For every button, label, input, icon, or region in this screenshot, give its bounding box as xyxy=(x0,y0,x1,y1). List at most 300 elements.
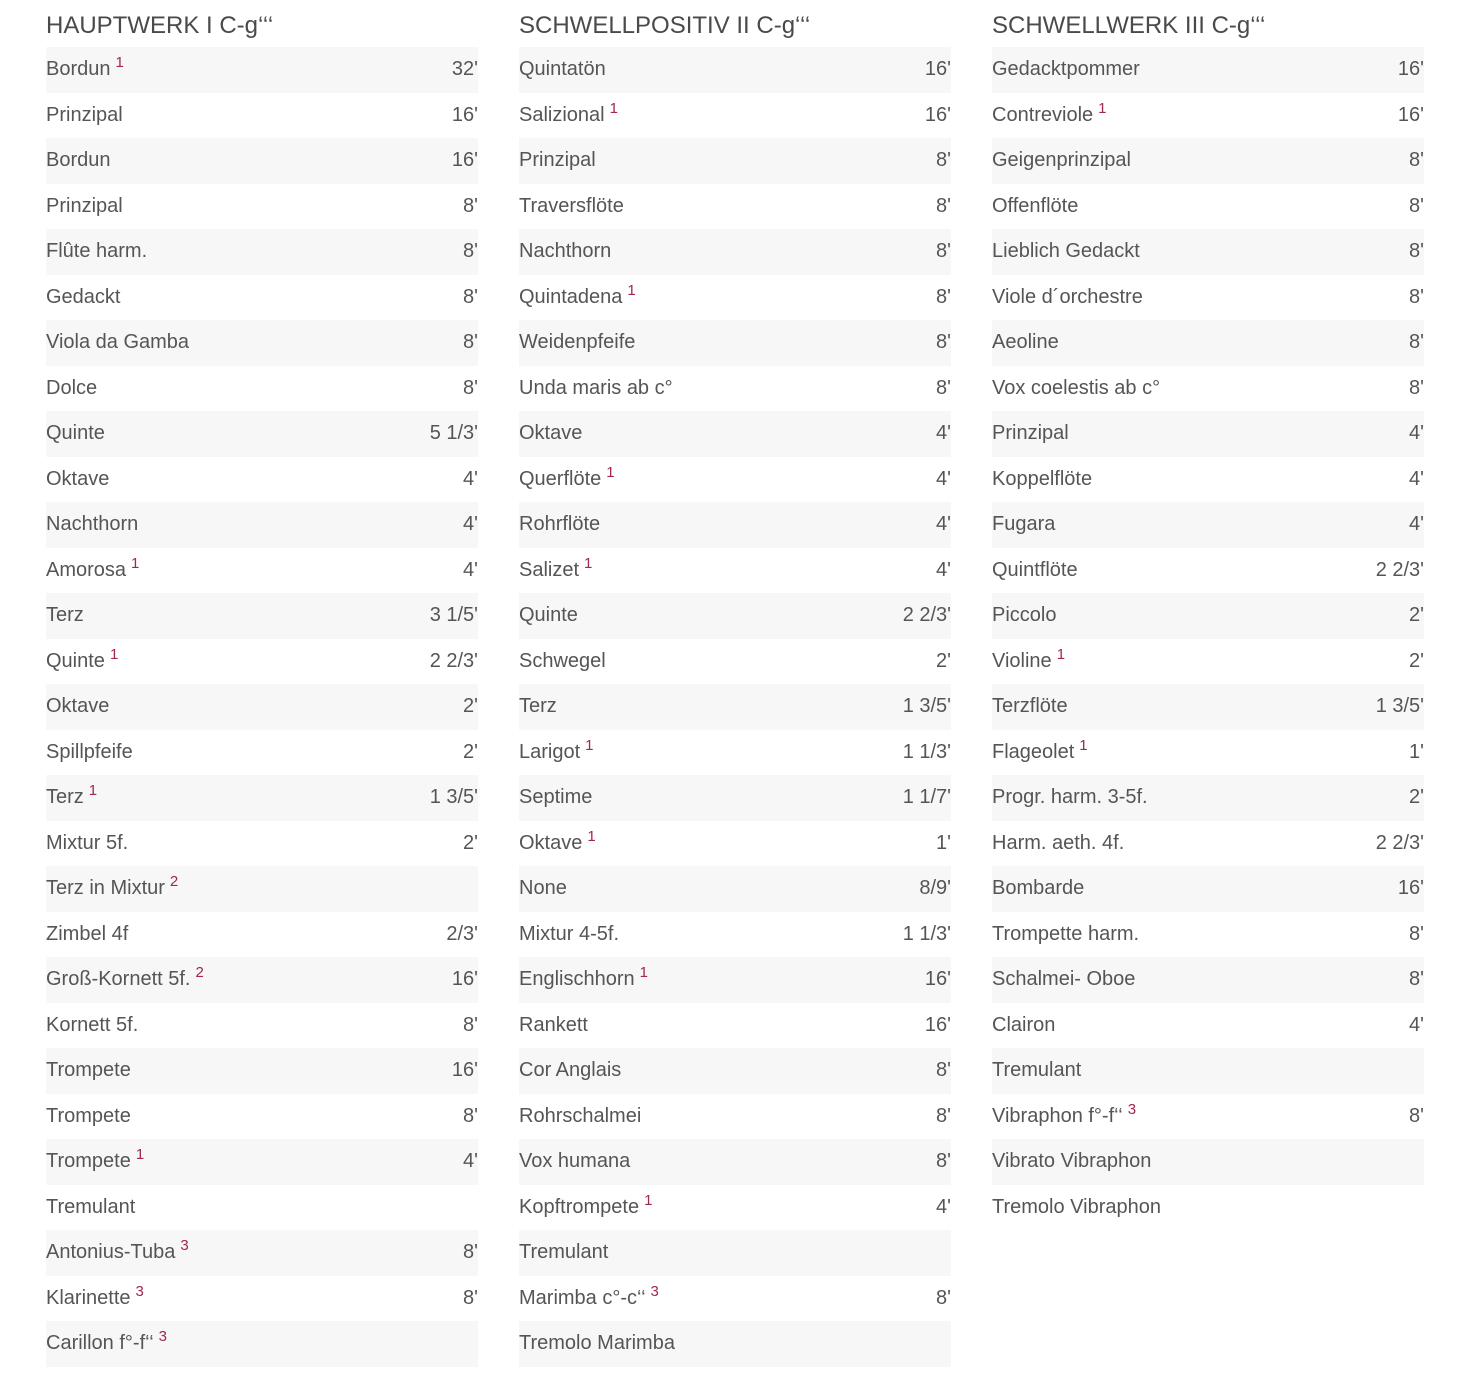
stop-name-text: Terzflöte xyxy=(992,695,1068,718)
stop-name-text: Schalmei- Oboe xyxy=(992,968,1136,991)
stop-name-text: Klarinette xyxy=(46,1286,131,1309)
stop-pitch: 8' xyxy=(463,1286,478,1309)
stop-name-text: Oktave xyxy=(46,467,110,490)
stop-name-text: Gedacktpommer xyxy=(992,58,1140,81)
stop-pitch: 4' xyxy=(463,513,478,536)
stop-pitch: 16' xyxy=(924,968,951,991)
stop-row xyxy=(992,47,1424,93)
stop-row xyxy=(46,1185,478,1231)
stop-name xyxy=(46,873,179,900)
stop-name-text: Bordun xyxy=(46,149,111,172)
stop-name-text: Oktave xyxy=(519,831,583,854)
stop-pitch: 1 1/7' xyxy=(902,786,951,809)
stop-list xyxy=(46,47,478,1367)
stop-row xyxy=(46,684,478,730)
stop-name xyxy=(519,377,673,400)
stop-row xyxy=(519,775,951,821)
stop-row xyxy=(46,93,478,139)
stop-pitch: 16' xyxy=(1397,58,1424,81)
stop-name-text: Rohrschalmei xyxy=(519,1104,642,1127)
stop-name-text: Quintadena xyxy=(519,285,623,308)
stop-name-text: Fugara xyxy=(992,513,1056,536)
stop-pitch: 1 3/5' xyxy=(902,695,951,718)
stop-row xyxy=(519,366,951,412)
stop-row xyxy=(519,957,951,1003)
stop-pitch: 8' xyxy=(1409,285,1424,308)
stop-row xyxy=(519,684,951,730)
stop-row xyxy=(46,639,478,685)
stop-name xyxy=(519,923,619,946)
stop-row xyxy=(519,1321,951,1367)
stop-row xyxy=(46,138,478,184)
stop-row xyxy=(992,93,1424,139)
stop-row xyxy=(519,912,951,958)
stop-pitch: 8/9' xyxy=(919,877,951,900)
stop-pitch: 8' xyxy=(936,149,951,172)
stop-name-text: Tremolo Vibraphon xyxy=(992,1195,1161,1218)
stop-pitch: 8' xyxy=(936,240,951,263)
stop-name xyxy=(992,786,1148,809)
stop-pitch: 16' xyxy=(924,1013,951,1036)
stop-row xyxy=(992,1048,1424,1094)
footnote-marker: 1 xyxy=(1056,645,1066,663)
stop-list xyxy=(992,47,1424,1230)
footnote-marker: 1 xyxy=(609,99,618,117)
stop-row xyxy=(46,411,478,457)
stop-name xyxy=(992,695,1068,718)
stop-name xyxy=(519,422,582,445)
stop-row xyxy=(46,775,478,821)
stop-name xyxy=(519,513,600,536)
stop-name-text: Trompete xyxy=(46,1059,131,1082)
stop-name-text: Weidenpfeife xyxy=(519,331,636,354)
stop-name-text: Salizet xyxy=(519,558,580,581)
stop-pitch: 4' xyxy=(936,1195,951,1218)
stop-name xyxy=(992,968,1135,991)
stop-pitch: 4' xyxy=(1409,422,1424,445)
stop-row xyxy=(519,639,951,685)
stop-row xyxy=(46,229,478,275)
stop-name-text: Violine xyxy=(992,649,1052,672)
stop-name xyxy=(519,695,557,718)
stop-row xyxy=(992,229,1424,275)
stop-name xyxy=(519,1150,630,1173)
stop-row xyxy=(519,320,951,366)
stop-row xyxy=(519,275,951,321)
stop-row xyxy=(519,821,951,867)
stop-row xyxy=(519,93,951,139)
stop-name xyxy=(519,1282,659,1310)
stop-name-text: Vibrato Vibraphon xyxy=(992,1150,1152,1173)
stop-name xyxy=(992,149,1131,172)
stop-pitch: 4' xyxy=(1409,467,1424,490)
stop-name xyxy=(519,331,635,354)
stop-name xyxy=(46,513,138,536)
stop-pitch: 8' xyxy=(463,285,478,308)
stop-row xyxy=(46,548,478,594)
footnote-marker: 1 xyxy=(115,54,124,72)
stop-pitch: 4' xyxy=(936,558,951,581)
stop-name xyxy=(992,923,1139,946)
stop-name xyxy=(46,1014,138,1037)
stop-name xyxy=(46,1328,167,1355)
stop-name-text: Lieblich Gedackt xyxy=(992,240,1140,263)
stop-name-text: Viole d´orchestre xyxy=(992,285,1143,308)
stop-name xyxy=(519,281,636,309)
stop-pitch: 4' xyxy=(936,467,951,490)
stop-pitch: 16' xyxy=(451,149,478,172)
stop-row xyxy=(519,866,951,912)
stop-row xyxy=(519,548,951,594)
stop-name-text: Progr. harm. 3-5f. xyxy=(992,786,1148,809)
stop-name-text: Offenflöte xyxy=(992,194,1079,217)
stop-name xyxy=(519,1332,675,1355)
stop-row xyxy=(519,47,951,93)
stop-name-text: Gedackt xyxy=(46,285,121,308)
stop-name xyxy=(992,559,1078,582)
stop-name-text: Flageolet xyxy=(992,740,1075,763)
stop-name-text: Amorosa xyxy=(46,558,127,581)
stop-row xyxy=(46,593,478,639)
stop-pitch: 5 1/3' xyxy=(429,422,478,445)
footnote-marker: 3 xyxy=(650,1282,659,1300)
stop-name xyxy=(46,195,123,218)
stop-name xyxy=(519,827,596,855)
stop-name-text: Kornett 5f. xyxy=(46,1013,139,1036)
footnote-marker: 1 xyxy=(1098,99,1107,117)
stop-pitch: 1 3/5' xyxy=(429,786,478,809)
stop-row xyxy=(992,821,1424,867)
stop-pitch: 4' xyxy=(463,467,478,490)
stop-row xyxy=(46,1048,478,1094)
stop-name-text: Prinzipal xyxy=(519,149,596,172)
stop-name-text: Oktave xyxy=(519,422,583,445)
stop-name xyxy=(519,604,578,627)
stop-pitch: 8' xyxy=(936,331,951,354)
stop-row xyxy=(992,275,1424,321)
stop-row xyxy=(519,1230,951,1276)
footnote-marker: 3 xyxy=(158,1328,167,1346)
stop-row xyxy=(519,1094,951,1140)
stop-row xyxy=(992,1185,1424,1231)
stop-pitch: 4' xyxy=(936,513,951,536)
stop-row xyxy=(519,730,951,776)
stop-pitch: 8' xyxy=(1409,331,1424,354)
footnote-marker: 3 xyxy=(1127,1100,1137,1118)
stop-name xyxy=(992,286,1143,309)
stop-name-text: Terz xyxy=(519,695,557,718)
stop-row xyxy=(46,457,478,503)
stop-name-text: Tremulant xyxy=(992,1059,1082,1082)
stop-pitch: 8' xyxy=(936,194,951,217)
stop-pitch: 8' xyxy=(463,194,478,217)
stop-name xyxy=(46,54,124,81)
stop-name-text: Trompete xyxy=(46,1104,131,1127)
stop-name-text: Prinzipal xyxy=(46,194,123,217)
stop-name xyxy=(992,513,1055,536)
footnote-marker: 2 xyxy=(169,873,179,891)
stop-name-text: Flûte harm. xyxy=(46,240,148,263)
stop-row xyxy=(46,730,478,776)
stop-name xyxy=(46,377,97,400)
stop-pitch: 8' xyxy=(936,1150,951,1173)
stop-row xyxy=(519,1185,951,1231)
stop-name xyxy=(46,286,120,309)
stop-pitch: 1 3/5' xyxy=(1375,695,1424,718)
stop-name xyxy=(992,58,1140,81)
stop-name xyxy=(519,240,611,263)
stop-name-text: Vox humana xyxy=(519,1150,631,1173)
stop-name-text: Viola da Gamba xyxy=(46,331,190,354)
stop-row xyxy=(46,866,478,912)
manuals-container xyxy=(46,8,1424,1367)
stop-name-text: Terz xyxy=(46,604,84,627)
stop-row xyxy=(519,593,951,639)
stop-name-text: Schwegel xyxy=(519,649,606,672)
stop-pitch: 8' xyxy=(936,1059,951,1082)
stop-name-text: Prinzipal xyxy=(46,103,123,126)
stop-row xyxy=(519,1048,951,1094)
footnote-marker: 1 xyxy=(606,463,615,481)
stop-name-text: Antonius-Tuba xyxy=(46,1241,176,1264)
stop-row xyxy=(992,639,1424,685)
stop-name-text: Rohrflöte xyxy=(519,513,601,536)
stop-row xyxy=(992,684,1424,730)
stop-name-text: Unda maris ab c° xyxy=(519,376,673,399)
stop-pitch: 2' xyxy=(463,831,478,854)
stop-row xyxy=(519,411,951,457)
stop-name xyxy=(46,240,147,263)
stop-name-text: Mixtur 5f. xyxy=(46,831,129,854)
stop-row xyxy=(46,821,478,867)
stop-name-text: Carillon f°-f‘‘ xyxy=(46,1332,154,1355)
stop-name-text: Contreviole xyxy=(992,103,1094,126)
stop-name-text: Larigot xyxy=(519,740,581,763)
stop-name xyxy=(519,463,615,491)
stop-name xyxy=(992,99,1107,127)
stop-pitch: 2' xyxy=(1409,649,1424,672)
stop-name-text: Salizional xyxy=(519,103,605,126)
stop-name-text: Aeoline xyxy=(992,331,1059,354)
stop-name xyxy=(46,645,119,673)
stop-name xyxy=(519,1105,641,1128)
stop-pitch: 32' xyxy=(451,58,478,81)
stop-row xyxy=(46,366,478,412)
stop-row xyxy=(46,47,478,93)
stop-name xyxy=(992,1196,1161,1219)
stop-name-text: Bombarde xyxy=(992,877,1085,900)
stop-name xyxy=(46,422,105,445)
stop-name xyxy=(519,786,592,809)
stop-name xyxy=(519,736,594,764)
stop-pitch: 3 1/5' xyxy=(429,604,478,627)
stop-row xyxy=(46,957,478,1003)
stop-pitch: 4' xyxy=(463,558,478,581)
stop-row xyxy=(519,502,951,548)
stop-row xyxy=(46,1003,478,1049)
stop-name-text: Terz in Mixtur xyxy=(46,877,165,900)
stop-pitch: 1' xyxy=(936,831,951,854)
stop-name xyxy=(519,195,624,218)
stop-pitch: 8' xyxy=(1409,376,1424,399)
stop-pitch: 1 1/3' xyxy=(902,740,951,763)
stop-row xyxy=(992,184,1424,230)
stop-pitch: 16' xyxy=(924,58,951,81)
stop-row xyxy=(46,1139,478,1185)
stop-name xyxy=(519,650,606,673)
stop-row xyxy=(992,912,1424,958)
stop-name-text: Kopftrompete xyxy=(519,1195,640,1218)
stop-row xyxy=(46,1094,478,1140)
footnote-marker: 1 xyxy=(88,782,98,800)
stop-name-text: Nachthorn xyxy=(519,240,612,263)
stop-row xyxy=(992,138,1424,184)
stop-name xyxy=(46,1105,131,1128)
stop-row xyxy=(992,1139,1424,1185)
stop-pitch: 2' xyxy=(1409,604,1424,627)
stop-name xyxy=(519,1014,588,1037)
stop-name xyxy=(992,1150,1151,1173)
stop-name-text: Mixtur 4-5f. xyxy=(519,922,620,945)
stop-pitch: 8' xyxy=(1409,922,1424,945)
stop-pitch: 2 2/3' xyxy=(1375,558,1424,581)
stop-name xyxy=(46,1146,145,1173)
stop-row xyxy=(46,320,478,366)
stop-pitch: 8' xyxy=(936,1104,951,1127)
stop-pitch: 8' xyxy=(1409,968,1424,991)
stop-name xyxy=(992,1100,1137,1128)
stop-row xyxy=(46,1321,478,1367)
footnote-marker: 1 xyxy=(135,1146,145,1164)
stop-name-text: Geigenprinzipal xyxy=(992,149,1131,172)
stop-name xyxy=(46,1196,135,1219)
footnote-marker: 2 xyxy=(195,964,204,982)
stop-pitch: 4' xyxy=(1409,513,1424,536)
stop-name xyxy=(46,782,98,809)
stop-name xyxy=(46,149,111,172)
stop-name-text: Quinte xyxy=(519,604,578,627)
stop-pitch: 16' xyxy=(451,103,478,126)
stop-name-text: Quinte xyxy=(46,422,105,445)
stop-name-text: Quintatön xyxy=(519,58,606,81)
stop-pitch: 4' xyxy=(1409,1013,1424,1036)
stop-row xyxy=(519,457,951,503)
stop-name xyxy=(992,240,1140,263)
manual-title: SCHWELLWERK III C-g‘‘‘ xyxy=(992,12,1266,39)
stop-name xyxy=(519,58,606,81)
stop-name-text: Rankett xyxy=(519,1013,588,1036)
stop-name-text: Cor Anglais xyxy=(519,1059,622,1082)
stop-row xyxy=(992,1003,1424,1049)
stop-pitch: 2' xyxy=(463,740,478,763)
manual-title: SCHWELLPOSITIV II C-g‘‘‘ xyxy=(519,12,811,39)
stop-pitch: 16' xyxy=(924,103,951,126)
stop-name xyxy=(992,832,1124,855)
stop-name xyxy=(992,377,1160,400)
stop-name xyxy=(46,1059,131,1082)
stop-pitch: 8' xyxy=(463,240,478,263)
stop-name xyxy=(519,149,596,172)
stop-name-text: Zimbel 4f xyxy=(46,922,129,945)
footnote-marker: 1 xyxy=(1079,736,1088,754)
manual-schwellwerk xyxy=(992,8,1424,1367)
stop-row xyxy=(992,411,1424,457)
stop-pitch: 8' xyxy=(936,376,951,399)
footnote-marker: 3 xyxy=(135,1282,144,1300)
manual-schwellpositiv xyxy=(519,8,951,1367)
stop-name xyxy=(992,736,1088,764)
stop-name-text: Nachthorn xyxy=(46,513,139,536)
stop-row xyxy=(46,1276,478,1322)
stop-pitch: 1' xyxy=(1409,740,1424,763)
stop-pitch: 8' xyxy=(1409,1104,1424,1127)
stop-row xyxy=(519,184,951,230)
stop-pitch: 2 2/3' xyxy=(429,649,478,672)
stop-row xyxy=(519,1276,951,1322)
stop-pitch: 8' xyxy=(463,376,478,399)
stop-name-text: Quinte xyxy=(46,649,105,672)
stop-row xyxy=(992,320,1424,366)
stop-name xyxy=(46,741,133,764)
stop-name xyxy=(992,645,1066,673)
stop-name-text: Terz xyxy=(46,786,84,809)
footnote-marker: 1 xyxy=(584,554,593,572)
stop-pitch: 8' xyxy=(936,1286,951,1309)
stop-name xyxy=(46,1282,144,1310)
stop-name-text: Spillpfeife xyxy=(46,740,133,763)
stop-name xyxy=(519,964,648,991)
stop-name-text: Dolce xyxy=(46,376,98,399)
stop-row xyxy=(992,1094,1424,1140)
stop-name xyxy=(519,1241,608,1264)
stop-row xyxy=(992,866,1424,912)
footnote-marker: 1 xyxy=(587,827,596,845)
stop-name-text: Piccolo xyxy=(992,604,1057,627)
stop-name-text: Traversflöte xyxy=(519,194,624,217)
stop-pitch: 8' xyxy=(936,285,951,308)
stop-row xyxy=(519,138,951,184)
stop-row xyxy=(46,275,478,321)
footnote-marker: 1 xyxy=(639,964,648,982)
stop-name xyxy=(992,422,1069,445)
stop-row xyxy=(519,229,951,275)
stop-name-text: Tremulant xyxy=(519,1241,609,1264)
stop-name-text: Trompette harm. xyxy=(992,922,1140,945)
stop-name-text: Septime xyxy=(519,786,593,809)
stop-name xyxy=(46,923,128,946)
stop-name-text: Querflöte xyxy=(519,467,602,490)
stop-name-text: Vibraphon f°-f‘‘ xyxy=(992,1104,1123,1127)
stop-name-text: Oktave xyxy=(46,695,110,718)
stop-name xyxy=(46,964,204,991)
stop-name-text: Quintflöte xyxy=(992,558,1078,581)
stop-name xyxy=(519,877,567,900)
stop-name-text: Vox coelestis ab c° xyxy=(992,376,1161,399)
stop-row xyxy=(46,502,478,548)
stop-pitch: 16' xyxy=(451,1059,478,1082)
stop-name xyxy=(992,1059,1081,1082)
footnote-marker: 1 xyxy=(627,281,636,299)
stop-name xyxy=(992,1014,1055,1037)
stop-name xyxy=(519,554,593,582)
stop-pitch: 2 2/3' xyxy=(1375,831,1424,854)
stop-name xyxy=(519,99,618,127)
stop-name-text: Tremulant xyxy=(46,1195,136,1218)
stop-name-text: Trompete xyxy=(46,1150,131,1173)
stop-list xyxy=(519,47,951,1367)
stop-pitch: 16' xyxy=(1397,877,1424,900)
stop-name-text: Clairon xyxy=(992,1013,1056,1036)
